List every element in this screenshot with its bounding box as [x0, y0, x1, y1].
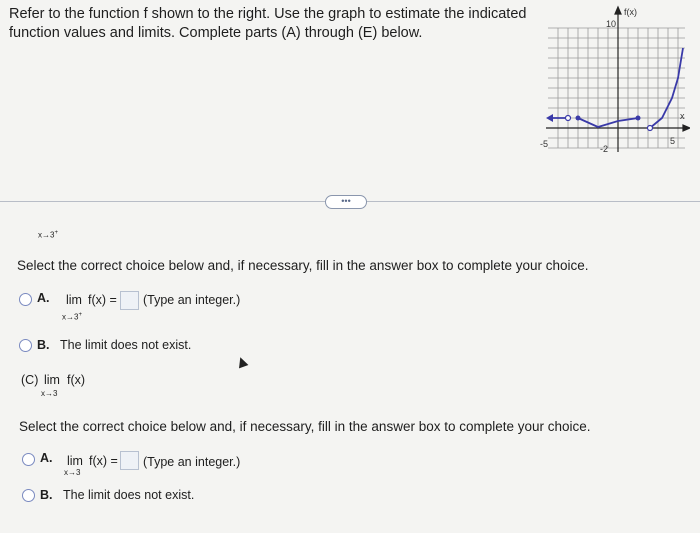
x-tick-left: -5	[540, 139, 549, 149]
partC-label: (C)	[21, 373, 39, 387]
partC-optionA-fx: f(x) =	[89, 454, 118, 468]
partB-optionA-fx: f(x) =	[88, 293, 117, 307]
intro-line-2: function values and limits. Complete parts (A) through (E) below.	[9, 25, 423, 41]
partC-optionB-letter: B.	[40, 488, 53, 502]
subscript-sup: +	[78, 312, 82, 318]
partC-optionA-hint: (Type an integer.)	[143, 455, 241, 469]
partC-optionB-radio[interactable]	[22, 489, 35, 502]
partC-fx: f(x)	[67, 373, 86, 387]
partC-optionA-lim: lim	[67, 454, 83, 468]
partB-optionB-text: The limit does not exist.	[60, 338, 192, 352]
intro-line-1: Refer to the function f shown to the right. Use the graph to estimate the indicated	[9, 6, 527, 22]
mouse-cursor-icon	[236, 356, 249, 369]
y-axis-label: f(x)	[624, 7, 637, 17]
closed-point	[636, 116, 641, 121]
y-tick-top: 10	[606, 19, 617, 29]
open-point	[566, 116, 571, 121]
y-tick-bottom: -2	[600, 144, 609, 154]
partC-answer-box[interactable]	[120, 451, 139, 470]
partC-subscript: x→3	[41, 389, 58, 398]
function-graph[interactable]	[540, 4, 690, 154]
partC-prompt: Select the correct choice below and, if necessary, fill in the answer box to complete your choice.	[19, 419, 591, 434]
more-button[interactable]: •••	[325, 195, 367, 209]
partC-optionB-text: The limit does not exist.	[63, 488, 195, 502]
partC-optionA-letter: A.	[40, 451, 53, 465]
x-axis-label: x	[680, 111, 685, 121]
curve-left-arrow-icon	[546, 114, 553, 122]
x-tick-right: 5	[670, 136, 676, 146]
partC-optionA-radio[interactable]	[22, 453, 35, 466]
closed-point	[576, 116, 581, 121]
partC-lim: lim	[44, 373, 60, 387]
partB-optionB-letter: B.	[37, 338, 50, 352]
partB-optionA-subscript	[62, 312, 82, 322]
graph-axes	[546, 7, 690, 152]
graph-grid	[548, 28, 685, 148]
partB-optionA-letter: A.	[37, 291, 50, 305]
partB-optionA-hint: (Type an integer.)	[143, 293, 241, 307]
partB-prompt: Select the correct choice below and, if necessary, fill in the answer box to complete your choice.	[17, 258, 589, 273]
partC-optionA-subscript: x→3	[64, 468, 81, 477]
subscript-text: x→3	[62, 312, 79, 322]
open-point	[648, 126, 653, 131]
subscript-text: x→3	[38, 230, 55, 240]
partB-limit-subscript	[38, 230, 58, 240]
subscript-sup: +	[54, 230, 58, 236]
partB-optionA-lim: lim	[66, 293, 82, 307]
partB-optionB-radio[interactable]	[19, 339, 32, 352]
problem-intro	[9, 5, 529, 43]
partB-answer-box[interactable]	[120, 291, 139, 310]
partB-optionA-radio[interactable]	[19, 293, 32, 306]
